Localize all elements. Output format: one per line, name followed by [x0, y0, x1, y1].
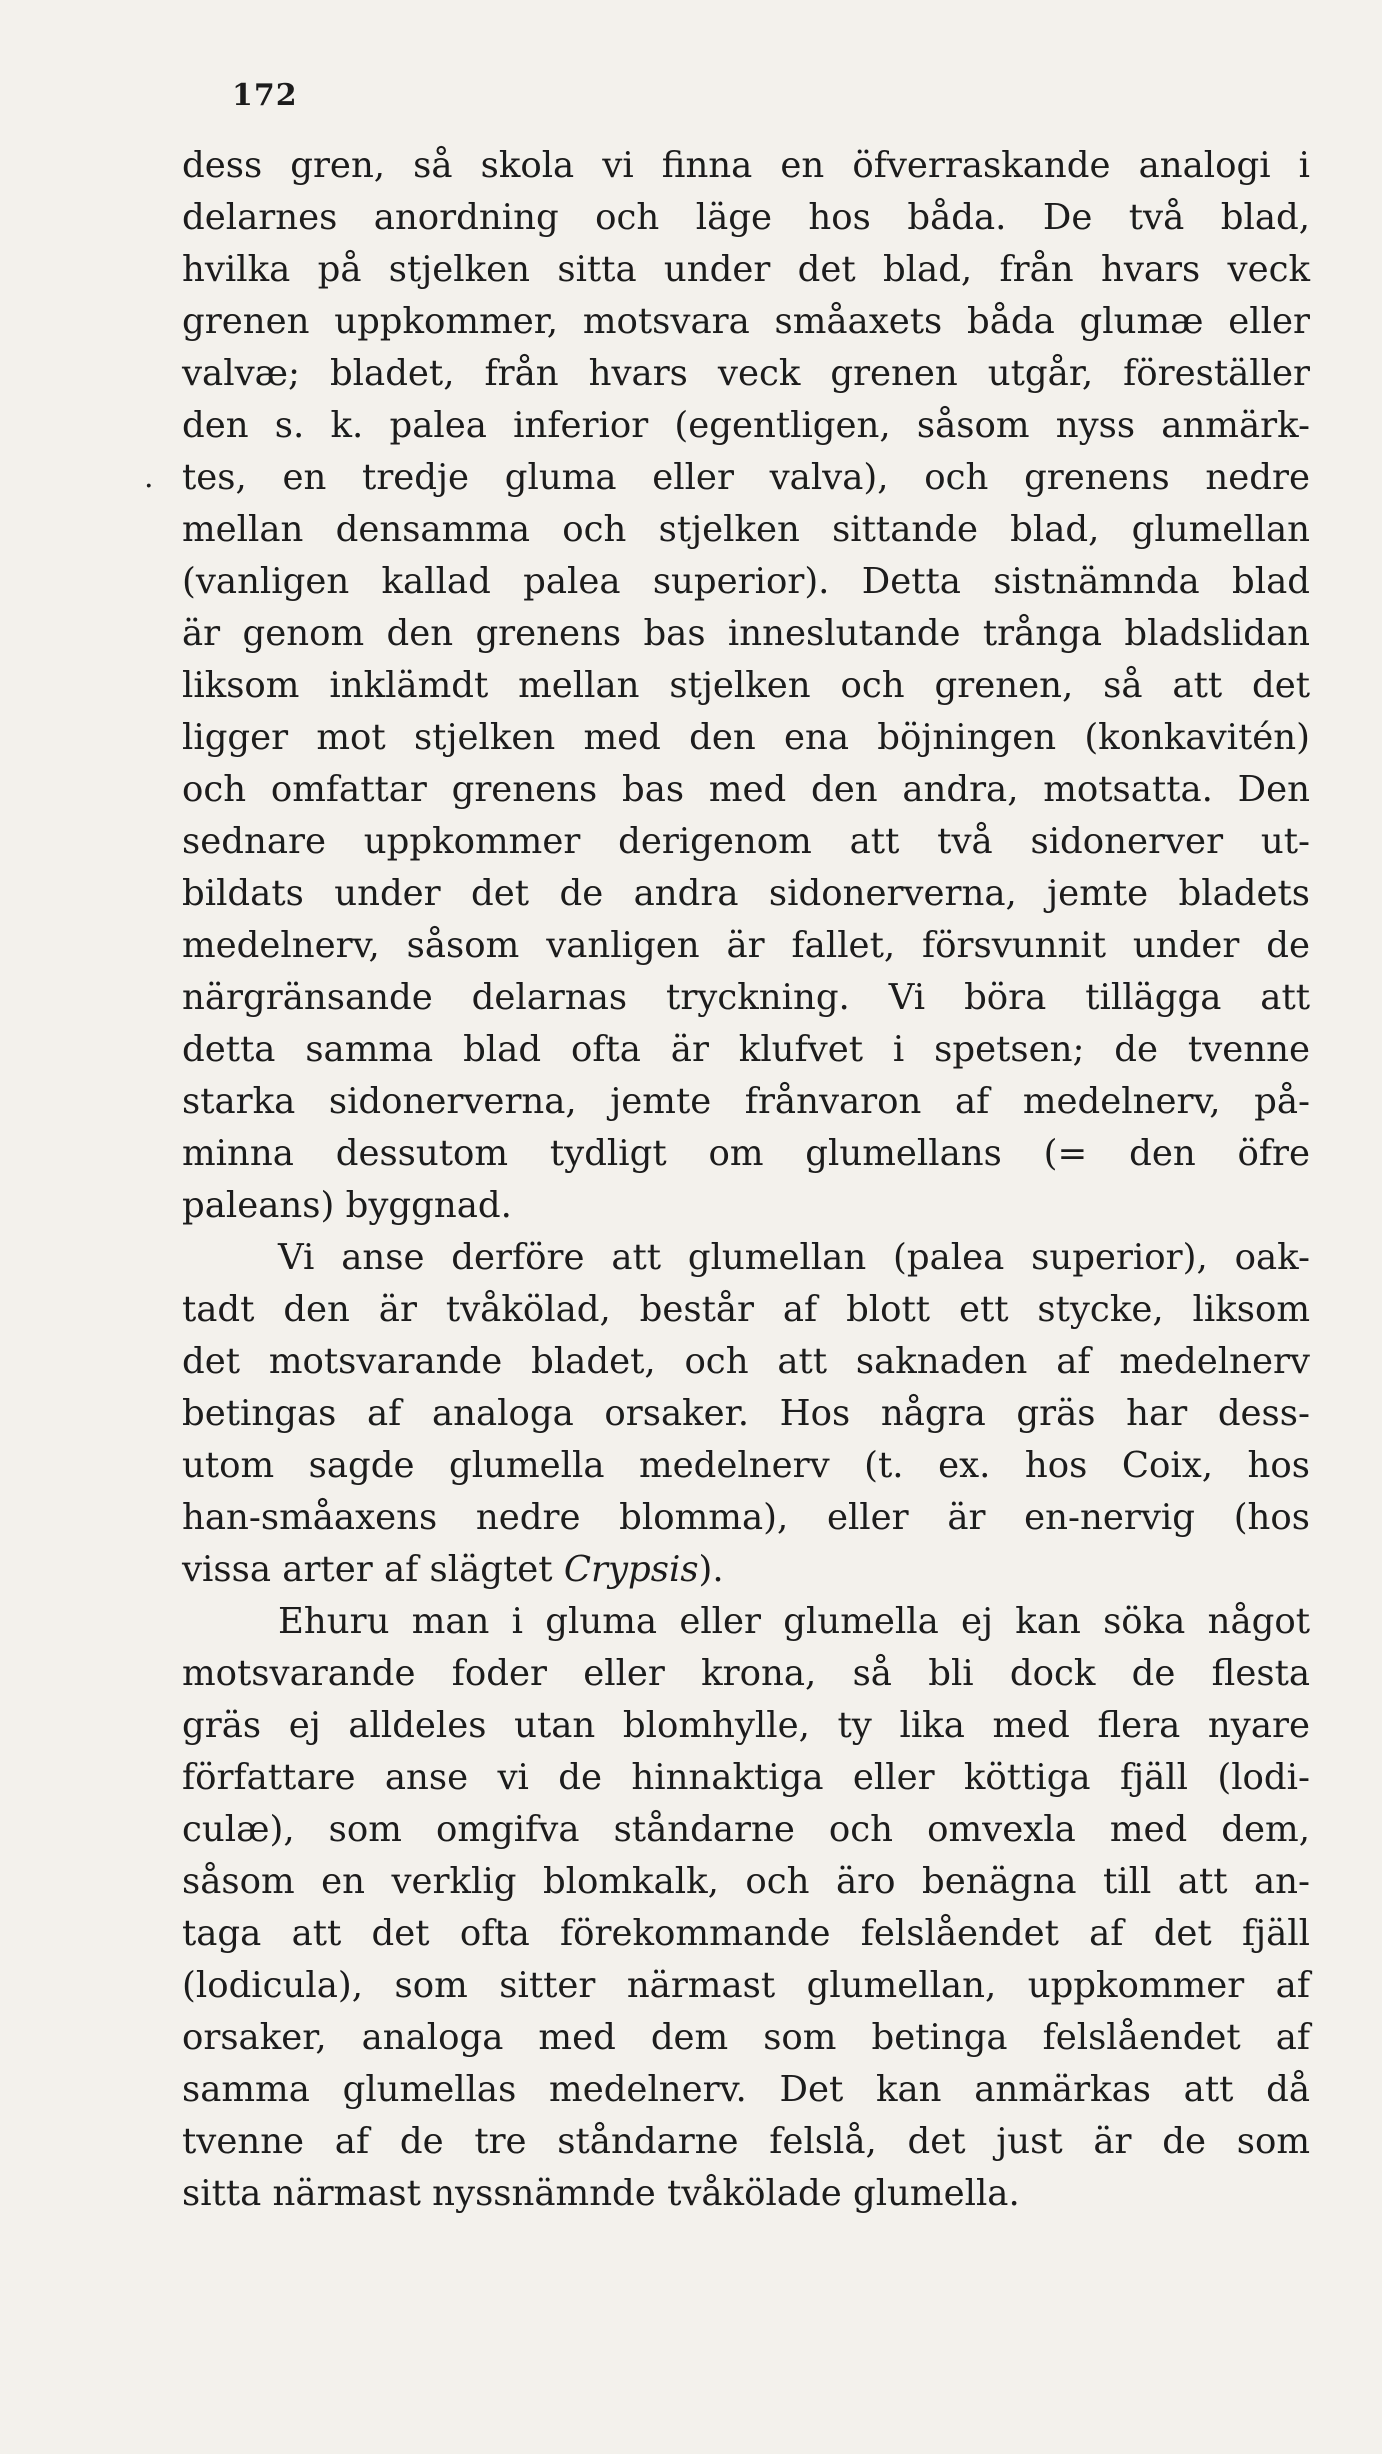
text-line: författare anse vi de hinnaktiga eller köttiga fjäll (lodi- [182, 1757, 1310, 1798]
text-line: bildats under det de andra sidonerverna, jemte bladets [182, 873, 1310, 914]
text-line: betingas af analoga orsaker. Hos några gräs har dess- [182, 1393, 1310, 1434]
text-line: grenen uppkommer, motsvara småaxets båda glumæ eller [182, 301, 1310, 342]
text-line: (lodicula), som sitter närmast glumellan, uppkommer af [182, 1965, 1310, 2006]
text-line: närgränsande delarnas tryckning. Vi böra tillägga att [182, 977, 1310, 1018]
margin-mark: . [144, 460, 154, 495]
text-line: medelnerv, såsom vanligen är fallet, försvunnit under de [182, 925, 1310, 966]
text-line-with-margin-mark [144, 452, 1310, 504]
text-line: detta samma blad ofta är klufvet i spetsen; de tvenne [182, 1029, 1310, 1070]
text-line: och omfattar grenens bas med den andra, motsatta. Den [182, 769, 1310, 810]
text-line: det motsvarande bladet, och att saknaden af medelnerv [182, 1341, 1310, 1382]
text-line: valvæ; bladet, från hvars veck grenen utgår, föreställer [182, 353, 1310, 394]
text-line: hvilka på stjelken sitta under det blad, från hvars veck [182, 249, 1310, 290]
text-line: samma glumellas medelnerv. Det kan anmärkas att då [182, 2069, 1310, 2110]
text-line: Ehuru man i gluma eller glumella ej kan söka något [278, 1601, 1310, 1642]
text-line: minna dessutom tydligt om glumellans (= den öfre [182, 1133, 1310, 1174]
text-line: utom sagde glumella medelnerv (t. ex. hos Coix, hos [182, 1445, 1310, 1486]
text-line: tadt den är tvåkölad, består af blott ett stycke, liksom [182, 1289, 1310, 1330]
text-line-end: ). [698, 1549, 724, 1590]
text-line: tvenne af de tre ståndarne felslå, det just är de som [182, 2121, 1310, 2162]
text-line: såsom en verklig blomkalk, och äro benägna till att an- [182, 1861, 1310, 1902]
paragraph-3 [182, 1596, 1310, 2220]
text-line: liksom inklämdt mellan stjelken och grenen, så att det [182, 665, 1310, 706]
text-line: gräs ej alldeles utan blomhylle, ty lika med flera nyare [182, 1705, 1310, 1746]
text-line: den s. k. palea inferior (egentligen, såsom nyss anmärk- [182, 405, 1310, 446]
text-line: är genom den grenens bas inneslutande trånga bladslidan [182, 613, 1310, 654]
text-line: taga att det ofta förekommande felslåendet af det fjäll [182, 1913, 1310, 1954]
text-line: starka sidonerverna, jemte frånvaron af medelnerv, på- [182, 1081, 1310, 1122]
text-line: motsvarande foder eller krona, så bli dock de flesta [182, 1653, 1310, 1694]
text-line: sednare uppkommer derigenom att två sidonerver ut- [182, 821, 1310, 862]
text-line: Vi anse derföre att glumellan (palea superior), oak- [278, 1237, 1310, 1278]
text-line: han-småaxens nedre blomma), eller är en-nervig (hos [182, 1497, 1310, 1538]
text-line [182, 1544, 1310, 1596]
text-line: ligger mot stjelken med den ena böjningen (konkavitén) [182, 717, 1310, 758]
text-line: sitta närmast nyssnämnde tvåkölade glumella. [182, 2173, 1020, 2214]
page-number: 172 [232, 78, 298, 113]
paragraph-1 [144, 140, 1310, 1232]
text-line-start: vissa arter af slägtet [182, 1549, 564, 1590]
text-line: delarnes anordning och läge hos båda. De två blad, [182, 197, 1310, 238]
text-line: mellan densamma och stjelken sittande blad, glumellan [182, 509, 1310, 550]
text-line: culæ), som omgifva ståndarne och omvexla med dem, [182, 1809, 1310, 1850]
genus-name-italic: Crypsis [563, 1549, 699, 1590]
text-line: (vanligen kallad palea superior). Detta sistnämnda blad [182, 561, 1310, 602]
body-text [144, 140, 1310, 2220]
text-line: tes, en tredje gluma eller valva), och grenens nedre [182, 457, 1310, 498]
text-line: paleans) byggnad. [182, 1185, 512, 1226]
text-line: orsaker, analoga med dem som betinga felslåendet af [182, 2017, 1310, 2058]
paragraph-2 [182, 1232, 1310, 1596]
text-line: dess gren, så skola vi finna en öfverraskande analogi i [182, 145, 1310, 186]
